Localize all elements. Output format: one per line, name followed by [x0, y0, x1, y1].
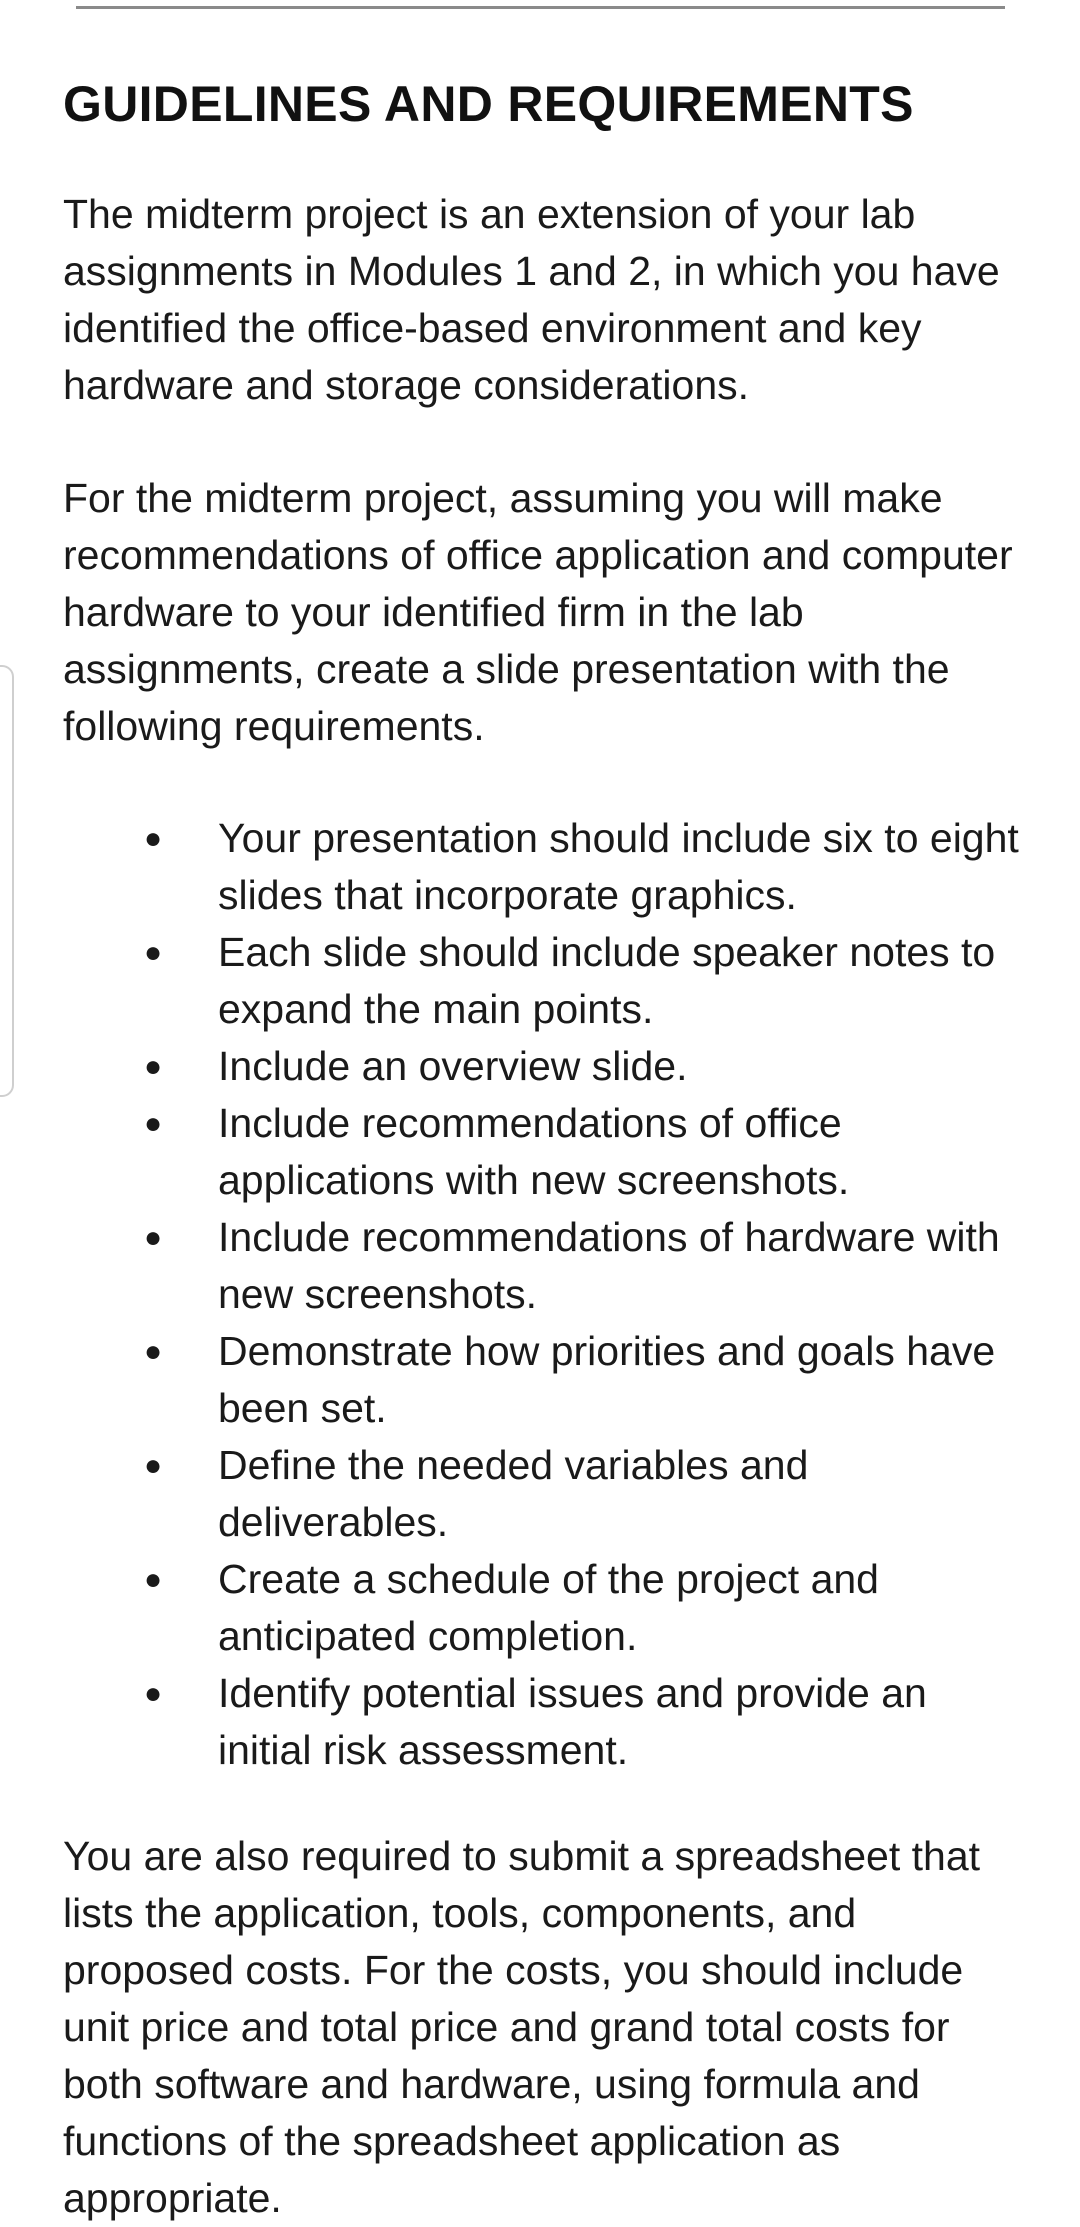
list-item — [63, 1095, 1023, 1209]
bullet-icon: ● — [144, 1677, 163, 1710]
section-heading: GUIDELINES AND REQUIREMENTS — [63, 76, 914, 132]
bullet-icon: ● — [144, 1449, 163, 1482]
bullet-icon: ● — [144, 1563, 163, 1596]
list-item-text: Create a schedule of the project and anticipated completion. — [218, 1556, 879, 1659]
instructions-paragraph: For the midterm project, assuming you will make recommendations of office application and computer hardware to your identified firm in the lab assignments, create a slide presentation with the following requirements. — [63, 475, 1013, 749]
bullet-icon: ● — [144, 1107, 163, 1140]
list-item-text: Identify potential issues and provide an initial risk assessment. — [218, 1670, 927, 1773]
list-item-text: Include recommendations of office applications with new screenshots. — [218, 1100, 850, 1203]
requirements-list — [63, 810, 1023, 1779]
bullet-icon: ● — [144, 1335, 163, 1368]
list-item — [63, 1323, 1023, 1437]
list-item-text: Include recommendations of hardware with new screenshots. — [218, 1214, 1000, 1317]
list-item — [63, 924, 1023, 1038]
list-item-text: Your presentation should include six to eight slides that incorporate graphics. — [218, 815, 1019, 918]
list-item-text: Include an overview slide. — [218, 1043, 688, 1089]
list-item — [63, 1209, 1023, 1323]
list-item — [63, 810, 1023, 924]
list-item — [63, 1437, 1023, 1551]
list-item — [63, 1551, 1023, 1665]
bullet-icon: ● — [144, 1050, 163, 1083]
list-item-text: Each slide should include speaker notes to expand the main points. — [218, 929, 996, 1032]
bullet-icon: ● — [144, 936, 163, 969]
list-item — [63, 1665, 1023, 1779]
list-item — [63, 1038, 1023, 1095]
intro-paragraph: The midterm project is an extension of your lab assignments in Modules 1 and 2, in which you have identified the office-based environment and key hardware and storage considerations. — [63, 191, 1000, 408]
list-item-text: Define the needed variables and deliverables. — [218, 1442, 809, 1545]
top-divider — [76, 6, 1005, 9]
bullet-icon: ● — [144, 1221, 163, 1254]
side-panel-handle[interactable] — [0, 665, 14, 1097]
list-item-text: Demonstrate how priorities and goals have been set. — [218, 1328, 996, 1431]
spreadsheet-paragraph: You are also required to submit a spreadsheet that lists the application, tools, components, and proposed costs. For the costs, you should include unit price and total price and grand total costs for both software and hardware, using formula and functions of the spreadsheet application as appropriate. — [63, 1833, 981, 2221]
bullet-icon: ● — [144, 822, 163, 855]
